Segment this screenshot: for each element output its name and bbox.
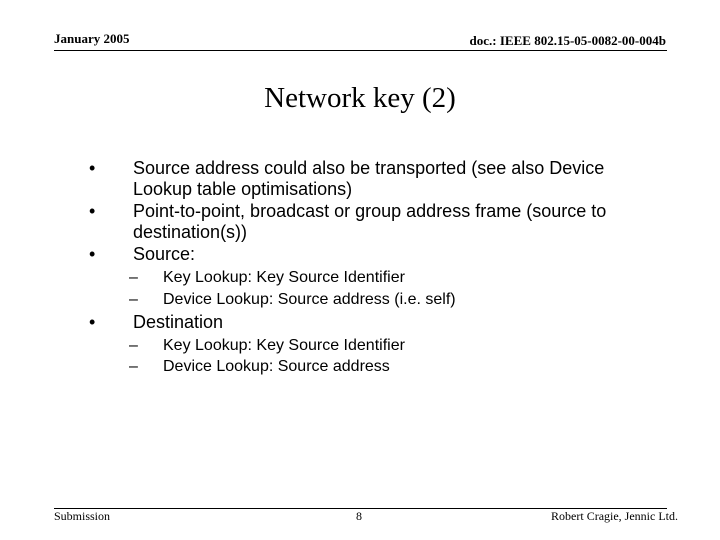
bullet-marker: • xyxy=(89,201,96,221)
sub-bullet-item xyxy=(129,289,643,310)
sub-bullet-text: Device Lookup: Source address (i.e. self) xyxy=(163,291,456,308)
sub-bullet-text: Device Lookup: Source address xyxy=(163,358,390,375)
sub-bullet-item xyxy=(129,335,643,356)
bullet-item xyxy=(89,158,653,200)
bullet-text: Source: xyxy=(133,244,196,264)
header-doc-id: doc.: IEEE 802.15-05-0082-00-004b xyxy=(469,33,666,48)
sub-bullet-marker: – xyxy=(129,337,138,354)
sub-bullet-item xyxy=(129,267,643,288)
bullet-marker: • xyxy=(89,312,96,332)
bullet-item xyxy=(89,312,653,333)
page-number: 8 xyxy=(356,509,362,523)
bullet-item xyxy=(89,201,653,243)
bullet-item xyxy=(89,244,653,265)
footer-submission: Submission xyxy=(54,509,111,523)
footer-author: Robert Cragie, Jennic Ltd. xyxy=(551,509,678,523)
bullet-marker: • xyxy=(89,158,96,178)
bullet-text: Point-to-point, broadcast or group address frame (source to destination(s)) xyxy=(133,201,607,242)
bullet-text: Destination xyxy=(133,312,224,332)
sub-bullet-text: Key Lookup: Key Source Identifier xyxy=(163,337,405,354)
sub-bullet-marker: – xyxy=(129,358,138,375)
header-date: January 2005 xyxy=(54,31,130,46)
sub-bullet-text: Key Lookup: Key Source Identifier xyxy=(163,269,405,286)
sub-bullet-marker: – xyxy=(129,269,138,286)
sub-bullet-item xyxy=(129,356,643,377)
sub-bullet-marker: – xyxy=(129,291,138,308)
bullet-text: Source address could also be transported (see also Device Lookup table optimisations) xyxy=(133,158,605,199)
slide-title: Network key (2) xyxy=(264,82,456,114)
header-rule xyxy=(54,50,667,51)
bullet-marker: • xyxy=(89,244,96,264)
